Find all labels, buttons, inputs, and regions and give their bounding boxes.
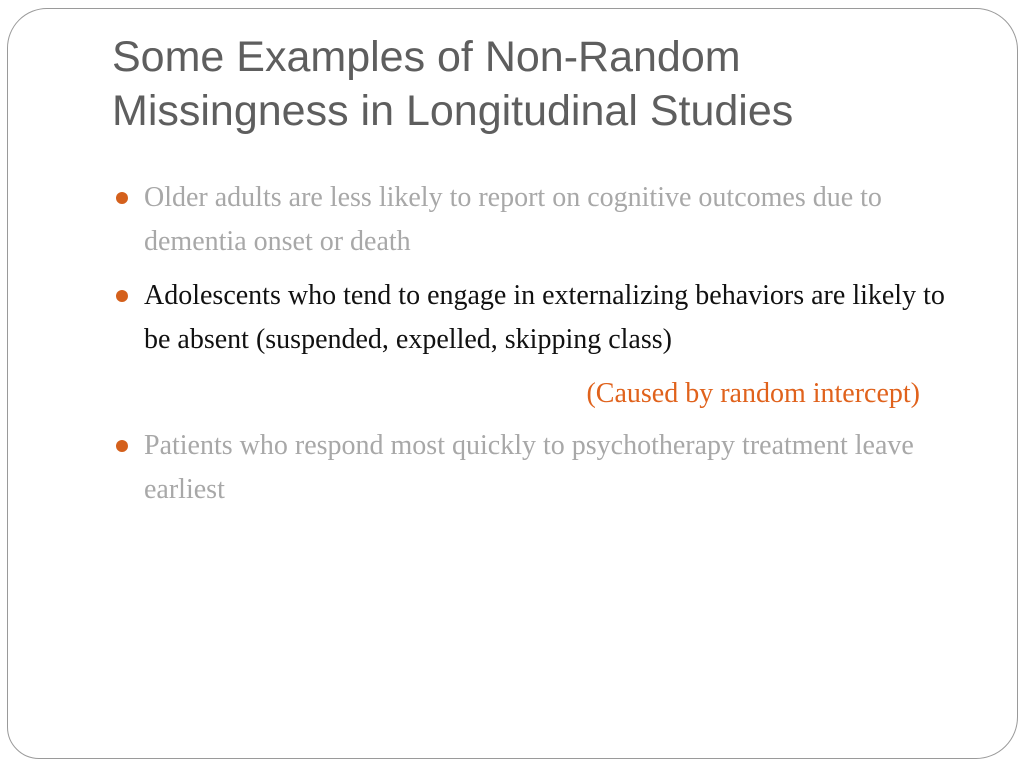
- bullet-dot-icon: [116, 440, 128, 452]
- bullet-dot-icon: [116, 290, 128, 302]
- annotation-note: (Caused by random intercept): [586, 378, 920, 409]
- bullet-item-older-adults: [116, 176, 946, 264]
- slide-title: Some Examples of Non-Random Missingness in Longitudinal Studies: [112, 33, 794, 135]
- bullet-dot-icon: [116, 192, 128, 204]
- bullet-text: Patients who respond most quickly to psychotherapy treatment leave earliest: [144, 430, 914, 505]
- bullet-list: [116, 176, 946, 522]
- bullet-item-patients: [116, 424, 946, 512]
- bullet-text: Older adults are less likely to report on cognitive outcomes due to dementia onset or death: [144, 182, 882, 257]
- bullet-text: Adolescents who tend to engage in externalizing behaviors are likely to be absent (suspended, expelled, skipping class): [144, 280, 945, 355]
- bullet-item-adolescents: [116, 274, 946, 362]
